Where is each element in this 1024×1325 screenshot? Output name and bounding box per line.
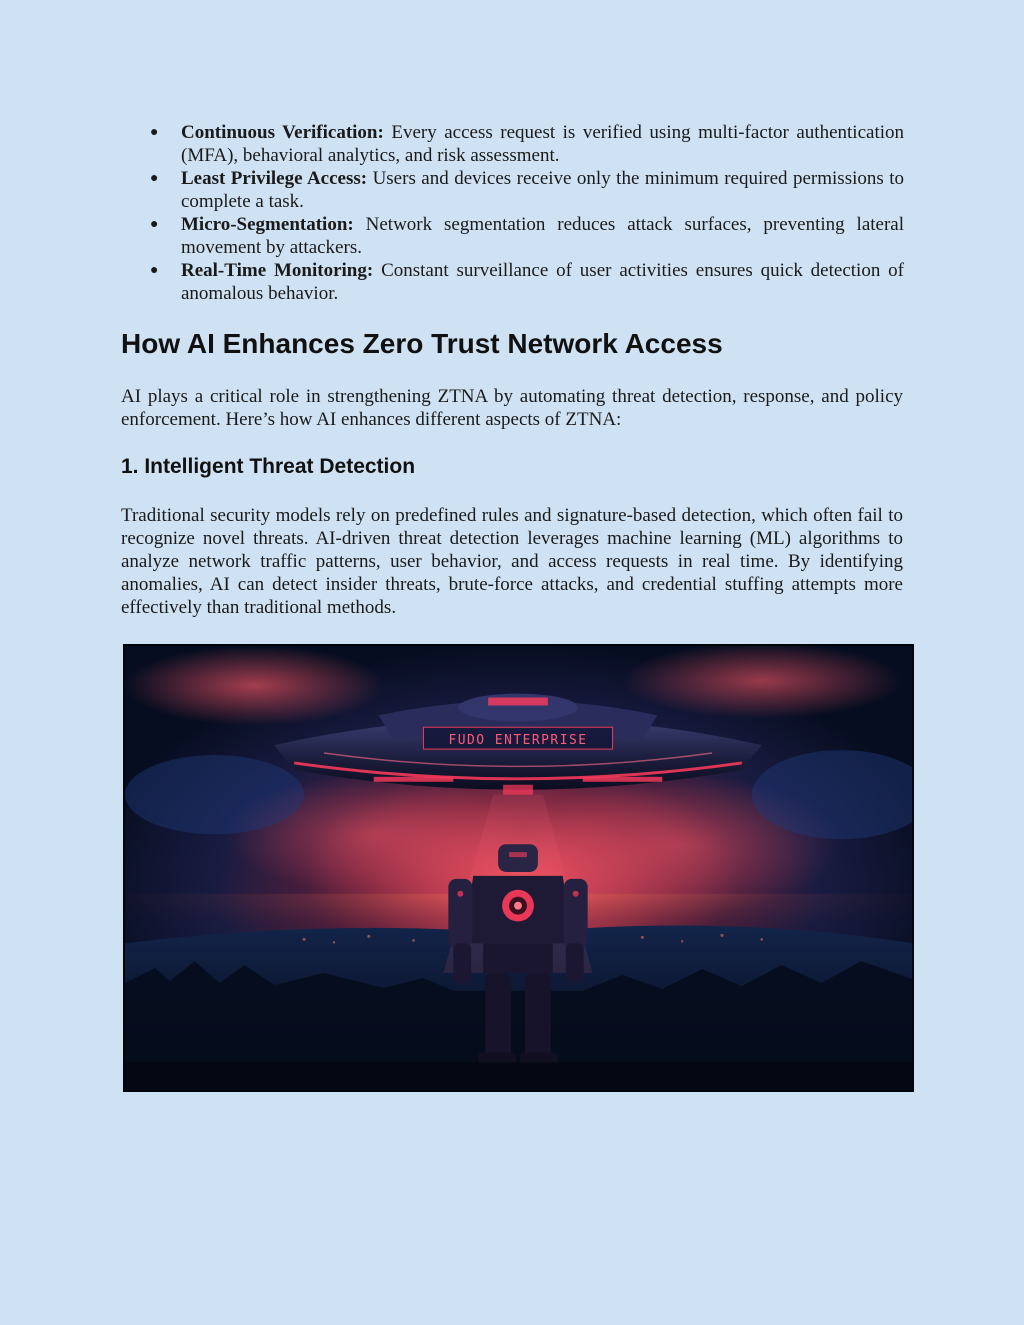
bullet-text: Users and devices receive only the minimum required permissions to complete a task. [181, 168, 905, 212]
list-item [150, 167, 904, 213]
bullet-term: Real-Time Monitoring: [181, 260, 374, 281]
list-item [150, 259, 904, 305]
illustration-svg [125, 646, 912, 1090]
ship-sign: FUDO ENTERPRISE [448, 733, 588, 749]
bullet-text: Constant surveillance of user activities ensures quick detection of anomalous behavior. [181, 260, 904, 304]
zero-trust-principles-list [150, 121, 904, 305]
bullet-icon: ● [150, 217, 159, 232]
threat-detection-paragraph: Traditional security models rely on predefined rules and signature-based detection, which often fail to recognize novel threats. AI-driven threat detection leverages machine learning (ML) algorithms to analyze network traffic patterns, user behavior, and access requests in real time. By identifying anomalies, AI can detect insider threats, brute-force attacks, and credential stuffing attempts more effectively than traditional methods. [121, 505, 903, 618]
subsection-heading: 1. Intelligent Threat Detection [121, 455, 416, 478]
bullet-term: Continuous Verification: [181, 122, 384, 143]
robot-spaceship-illustration [123, 644, 914, 1092]
bullet-icon: ● [150, 171, 159, 186]
bullet-text: Network segmentation reduces attack surfaces, preventing lateral movement by attackers. [181, 214, 905, 258]
bullet-term: Micro-Segmentation: [181, 214, 354, 235]
bullet-text: Every access request is verified using multi-factor authentication (MFA), behavioral analytics, and risk assessment. [181, 122, 904, 166]
list-item [150, 213, 904, 259]
section-heading: How AI Enhances Zero Trust Network Access [121, 328, 723, 359]
bullet-icon: ● [150, 263, 159, 278]
bullet-icon: ● [150, 125, 159, 140]
list-item [150, 121, 904, 167]
bullet-term: Least Privilege Access: [181, 168, 368, 189]
intro-paragraph: AI plays a critical role in strengthening ZTNA by automating threat detection, response, and policy enforcement. Here’s how AI enhances different aspects of ZTNA: [121, 386, 903, 430]
